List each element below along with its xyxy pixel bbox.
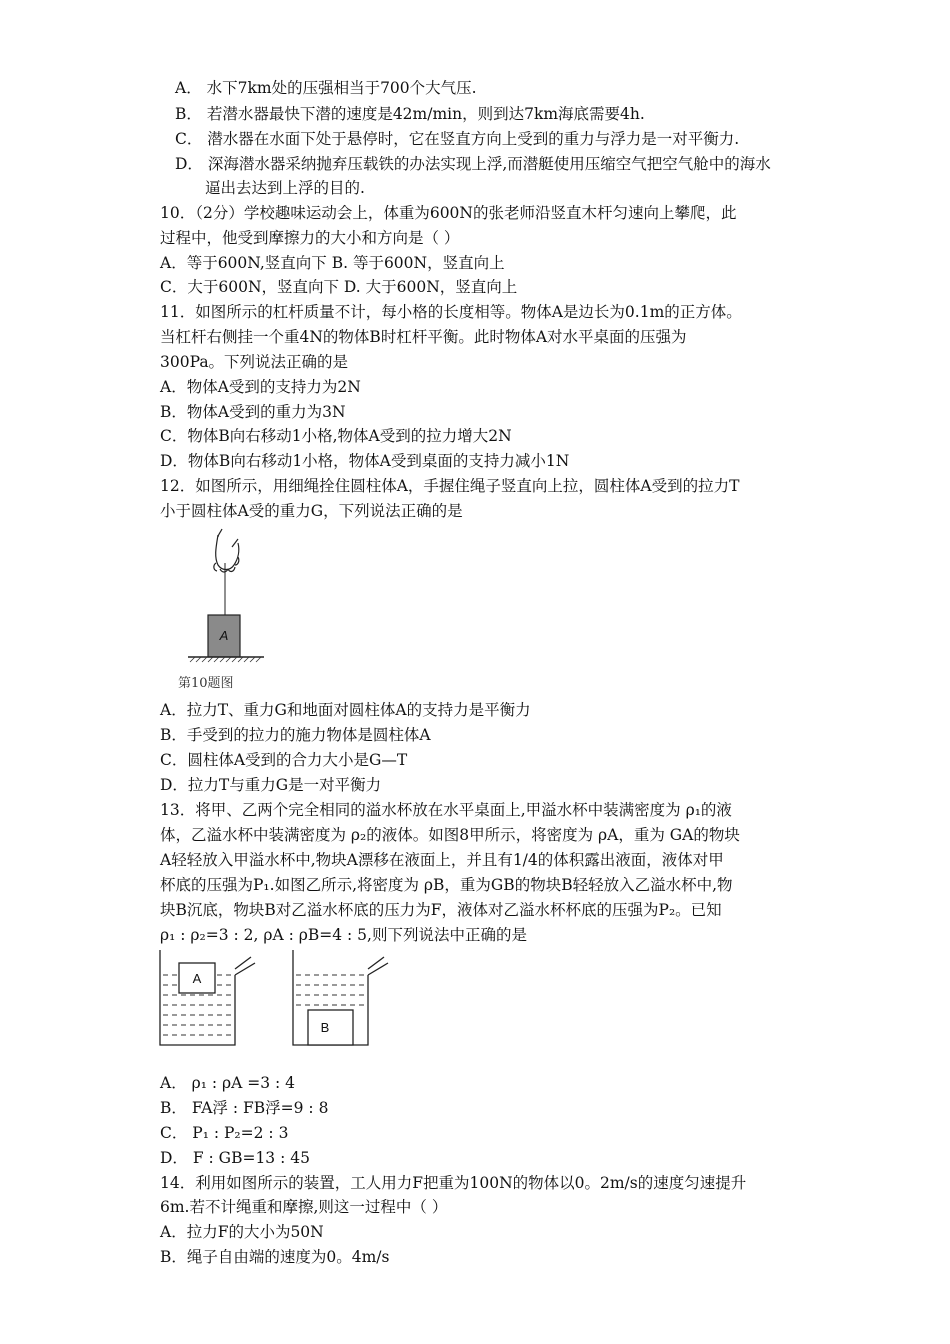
block-b-label: B: [320, 1020, 330, 1035]
q14-option-b: B．绳子自由端的速度为0。4m/s: [160, 1248, 390, 1266]
q14-option-a: A．拉力F的大小为50N: [160, 1223, 324, 1241]
q13-option-b: B． FA浮 : FB浮=9 : 8: [160, 1099, 329, 1117]
q9-option-c: C． 潜水器在水面下处于悬停时，它在竖直方向上受到的重力与浮力是一对平衡力.: [175, 130, 740, 148]
q13-stem-line3: A轻轻放入甲溢水杯中,物块A漂移在液面上，并且有1/4的体积露出液面，液体对甲: [160, 851, 724, 869]
q12-stem-line2: 小于圆柱体A受的重力G，下列说法正确的是: [160, 502, 463, 520]
q10-options-cd: C．大于600N，竖直向下 D. 大于600N，竖直向上: [160, 278, 518, 296]
q12-option-c: C．圆柱体A受到的合力大小是G—T: [160, 751, 408, 769]
q9-option-a: A． 水下7km处的压强相当于700个大气压.: [175, 79, 477, 97]
q11-stem-line3: 300Pa。下列说法正确的是: [160, 353, 349, 371]
q14-stem-line1: 14．利用如图所示的装置，工人用力F把重为100N的物体以0。2m/s的速度匀速提升: [160, 1174, 747, 1192]
q11-stem-line1: 11．如图所示的杠杆质量不计，每小格的长度相等。物体A是边长为0.1m的正方体。: [160, 303, 742, 321]
q13-option-a: A． ρ₁ : ρA =3 : 4: [160, 1074, 296, 1092]
q11-option-d: D．物体B向右移动1小格，物体A受到桌面的支持力减小1N: [160, 452, 570, 470]
q9-option-b: B． 若潜水器最快下潜的速度是42m/min，则到达7km海底需要4h.: [175, 105, 645, 123]
q10-stem-line1: 10．（2分）学校趣味运动会上，体重为600N的张老师沿竖直木杆匀速向上攀爬，此: [160, 204, 737, 222]
q12-figure-caption: 第10题图: [178, 676, 234, 691]
q12-option-a: A．拉力T、重力G和地面对圆柱体A的支持力是平衡力: [160, 701, 531, 719]
q13-stem-line1: 13．将甲、乙两个完全相同的溢水杯放在水平桌面上,甲溢水杯中装满密度为 ρ₁的液: [160, 801, 732, 819]
cylinder-a-label: A: [219, 628, 229, 643]
cup-yi-liquid: [296, 975, 366, 1005]
q13-option-d: D． F : GB=13 : 45: [160, 1149, 310, 1167]
q13-stem-line5: 块B沉底，物块B对乙溢水杯底的压力为F，液体对乙溢水杯杯底的压强为P₂。已知: [160, 901, 722, 919]
q14-stem-line2: 6m.若不计绳重和摩擦,则这一过程中（ ）: [160, 1198, 448, 1216]
q13-stem-line6: ρ₁ : ρ₂=3 : 2, ρA : ρB=4 : 5,则下列说法中正确的是: [160, 926, 527, 944]
q12-figure-hand-cylinder: [180, 525, 280, 665]
q11-option-b: B．物体A受到的重力为3N: [160, 403, 346, 421]
q11-option-a: A．物体A受到的支持力为2N: [160, 378, 361, 396]
q10-stem-line2: 过程中，他受到摩擦力的大小和方向是（ ）: [160, 229, 460, 247]
block-a-label: A: [192, 971, 202, 986]
q12-option-d: D．拉力T与重力G是一对平衡力: [160, 776, 382, 794]
q11-option-c: C．物体B向右移动1小格,物体A受到的拉力增大2N: [160, 427, 512, 445]
q13-option-c: C． P₁ : P₂=2 : 3: [160, 1124, 289, 1142]
q9-option-d: D． 深海潜水器采纳抛弃压载铁的办法实现上浮,而潜艇使用压缩空气把空气舱中的海水: [175, 155, 771, 173]
q9-option-d-continued: 逼出去达到上浮的目的.: [205, 179, 365, 197]
q13-stem-line2: 体，乙溢水杯中装满密度为 ρ₂的液体。如图8甲所示，将密度为 ρA，重为 GA的物块: [160, 826, 740, 844]
q13-stem-line4: 杯底的压强为P₁.如图乙所示,将密度为 ρB，重为GB的物块B轻轻放入乙溢水杯中,物: [160, 876, 733, 894]
q11-stem-line2: 当杠杆右侧挂一个重4N的物体B时杠杆平衡。此时物体A对水平桌面的压强为: [160, 328, 687, 346]
q12-option-b: B．手受到的拉力的施力物体是圆柱体A: [160, 726, 431, 744]
hand-icon: [214, 529, 239, 572]
q10-options-ab: A．等于600N,竖直向下 B. 等于600N，竖直向上: [160, 254, 505, 272]
block-b: [308, 1010, 353, 1045]
q12-stem-line1: 12．如图所示，用细绳拴住圆柱体A，手握住绳子竖直向上拉，圆柱体A受到的拉力T: [160, 477, 740, 495]
q13-figure-overflow-cups: [155, 945, 405, 1050]
